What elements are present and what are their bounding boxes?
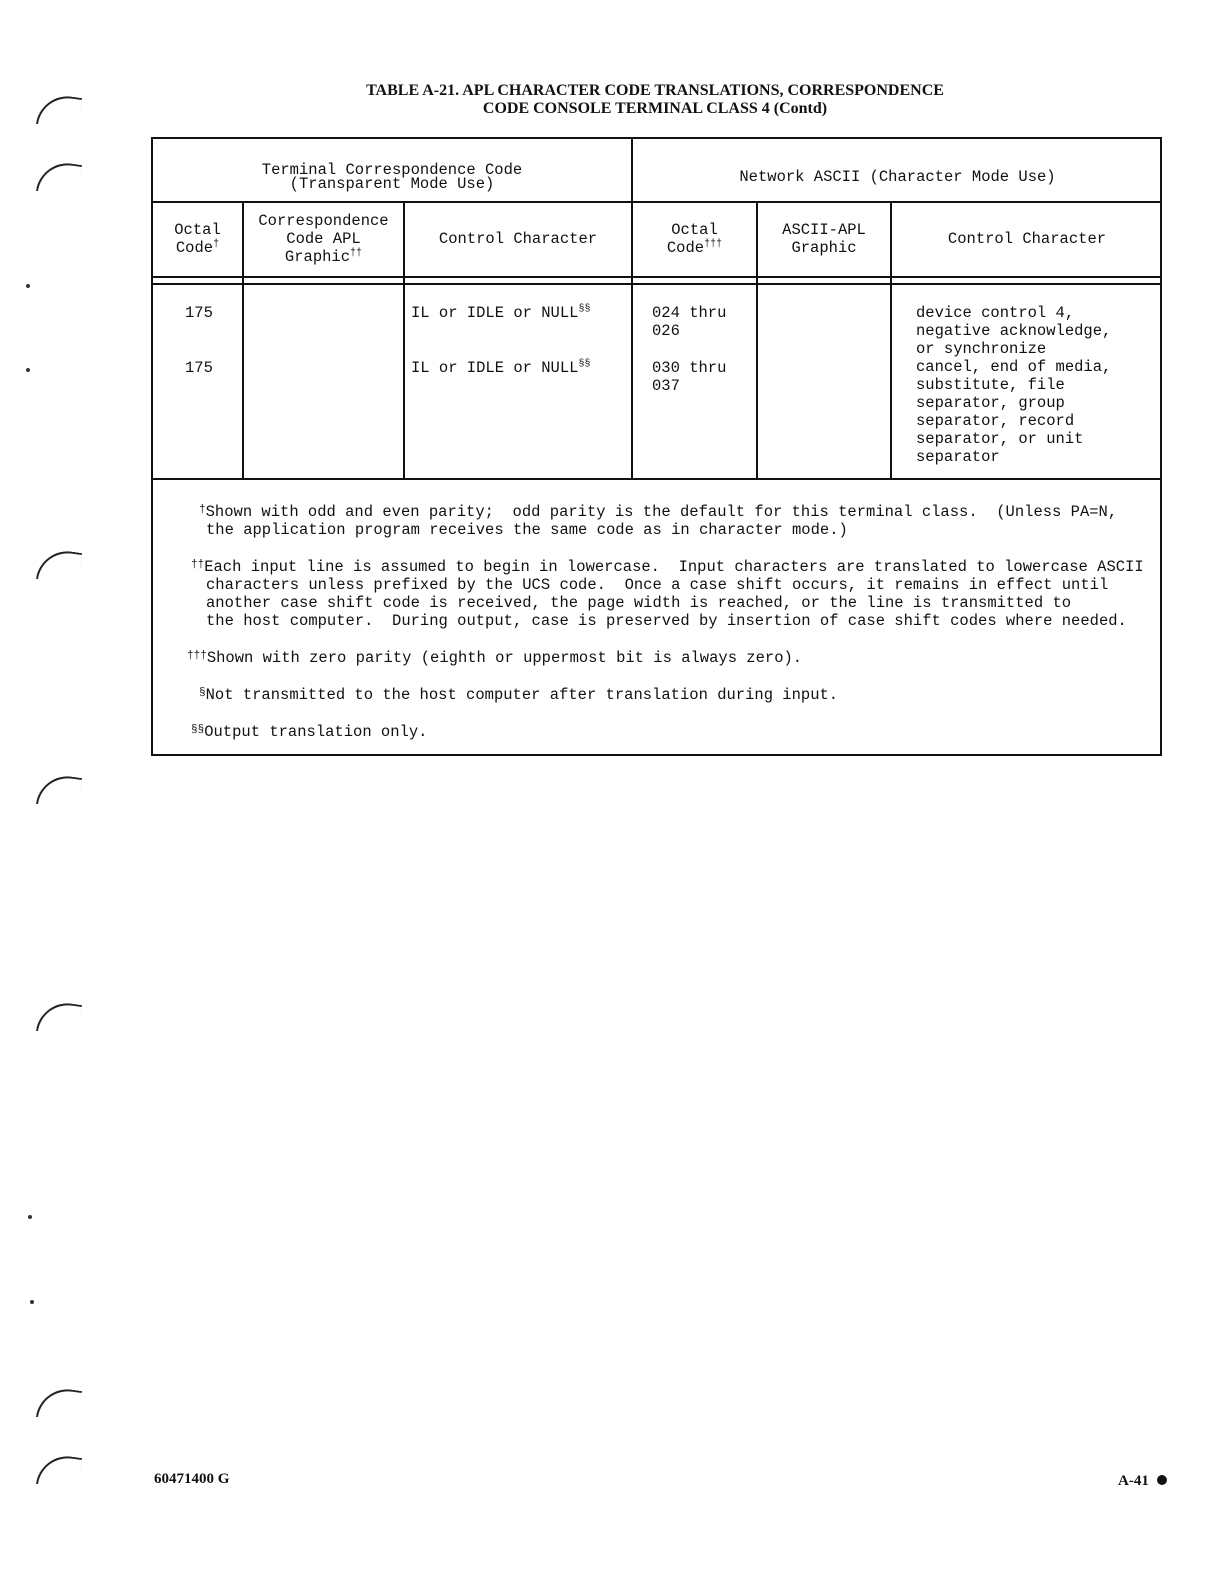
row-1-control-mark: §§ [578, 304, 591, 315]
footnote-double-section [187, 721, 1147, 741]
page-number [1118, 1473, 1167, 1490]
row-1-octal-range-line-2: 026 [652, 322, 680, 340]
footnote-section [187, 684, 1147, 704]
col-header-octal2-mark: ††† [704, 239, 723, 250]
header-bottom-rule [153, 276, 1160, 278]
col-header-octal2-line-2: Code [666, 239, 705, 257]
footnote-mark: †† [191, 559, 205, 571]
binder-hole-mark [36, 547, 82, 585]
col-header-correspondence-graphic [244, 212, 403, 266]
col-header-ascii-line-2: Graphic [791, 239, 857, 257]
group-header-terminal [153, 161, 631, 193]
footnote-line: characters unless prefixed by the UCS code. Once a case shift occurs, it remains in effect until [206, 576, 1109, 594]
right-control-description [916, 304, 1111, 466]
footnote-triple-dagger [187, 647, 1147, 667]
right-control-line: or synchronize [916, 340, 1047, 358]
footnote-double-dagger [187, 556, 1147, 630]
scan-speck [26, 284, 30, 288]
right-control-line: substitute, file [916, 376, 1065, 394]
footnote-mark: † [199, 504, 206, 516]
footnote-mark: §§ [191, 724, 205, 736]
row-2-octal-range-line-1: 030 thru [652, 359, 727, 377]
table-title-line-1: TABLE A-21. APL CHARACTER CODE TRANSLATIONS, CORRESPONDENCE [366, 82, 944, 99]
footnote-line: the application program receives the same code as in character mode.) [206, 521, 848, 539]
document-number: 60471400 G [154, 1471, 230, 1487]
col-header-octal2-line-1: Octal [671, 221, 718, 239]
binder-hole-mark [36, 1385, 82, 1423]
row-1-control [411, 304, 590, 322]
group-divider [631, 139, 633, 478]
binder-hole-mark [36, 92, 82, 130]
col-header-corr-line-3: Graphic [284, 248, 351, 266]
group-header-terminal-line-2: (Transparent Mode Use) [289, 175, 495, 193]
binder-hole-mark [36, 1452, 82, 1490]
col-header-corr-mark: †† [350, 248, 363, 259]
scan-speck [30, 1300, 34, 1304]
footnote-line: Shown with odd and even parity; odd parity is the default for this terminal class. (Unless PA=N, [205, 503, 1118, 521]
col-header-corr-line-2: Code APL [286, 230, 361, 248]
col-header-octal-code-mark: † [213, 239, 220, 250]
col-header-octal-code-2 [633, 221, 756, 257]
right-control-line: separator, group [916, 394, 1065, 412]
col-header-octal-code-line-1: Octal [174, 221, 221, 239]
table-title [150, 82, 1160, 118]
right-control-line: separator, record [916, 412, 1075, 430]
binder-hole-mark [36, 159, 82, 197]
footnote-line: Not transmitted to the host computer after translation during input. [205, 686, 839, 704]
row-1-octal: 175 [185, 304, 213, 322]
bullet-dot-icon [1157, 1475, 1167, 1485]
row-2-octal-range [652, 359, 726, 395]
footnote-line: Output translation only. [204, 723, 428, 741]
translation-table [151, 137, 1162, 756]
row-2-control-mark: §§ [578, 359, 591, 370]
row-1-octal-range [652, 304, 726, 340]
group-header-network: Network ASCII (Character Mode Use) [739, 168, 1056, 186]
group-header-terminal-line-1: Terminal Correspondence Code [261, 161, 523, 179]
row-1-octal-range-line-1: 024 thru [652, 304, 727, 322]
scan-speck [28, 1215, 32, 1219]
header-divider [153, 201, 1160, 203]
page-number-text: A-41 [1118, 1473, 1149, 1489]
row-2-octal-range-line-2: 037 [652, 377, 680, 395]
col-header-ascii-apl-graphic [758, 221, 890, 257]
col-header-control-character-left: Control Character [438, 230, 598, 248]
body-bottom-rule [153, 478, 1160, 480]
header-bottom-rule-double [153, 283, 1160, 285]
footnote-single-dagger [187, 501, 1147, 539]
col-header-octal-code [153, 221, 242, 257]
table-title-line-2: CODE CONSOLE TERMINAL CLASS 4 (Contd) [482, 100, 828, 117]
col-header-control-character-right: Control Character [947, 230, 1107, 248]
right-control-line: separator [916, 448, 1000, 466]
col-header-octal-code-line-2: Code [175, 239, 214, 257]
binder-hole-mark [36, 772, 82, 810]
row-2-octal: 175 [185, 359, 213, 377]
footnote-line: another case shift code is received, the page width is reached, or the line is transmitted to [206, 594, 1072, 612]
footnote-mark: ††† [187, 650, 207, 662]
row-2-control-text: IL or IDLE or NULL [411, 359, 579, 377]
right-control-line: separator, or unit [916, 430, 1084, 448]
right-control-line: negative acknowledge, [916, 322, 1112, 340]
row-2-control [411, 359, 590, 377]
scan-speck [26, 368, 30, 372]
footnote-line: Shown with zero parity (eighth or uppermost bit is always zero). [206, 649, 803, 667]
right-control-line: device control 4, [916, 304, 1075, 322]
col-header-ascii-line-1: ASCII-APL [782, 221, 866, 239]
row-1-control-text: IL or IDLE or NULL [411, 304, 579, 322]
right-control-line: cancel, end of media, [916, 358, 1112, 376]
footnote-line: Each input line is assumed to begin in lowercase. Input characters are translated to lowercase ASCII [204, 558, 1144, 576]
table-footnotes [187, 501, 1147, 758]
footnote-mark: § [199, 687, 206, 699]
col-header-corr-line-1: Correspondence [258, 212, 389, 230]
binder-hole-mark [36, 999, 82, 1037]
footnote-line: the host computer. During output, case is preserved by insertion of case shift codes where needed. [206, 612, 1127, 630]
